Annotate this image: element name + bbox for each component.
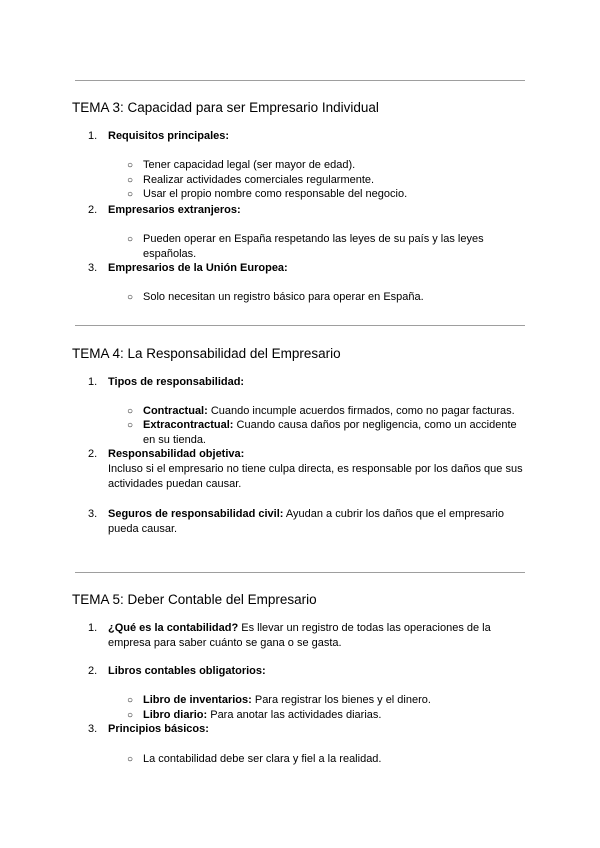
sub-text: Para registrar los bienes y el dinero. bbox=[251, 694, 431, 706]
item-number: 2. bbox=[88, 448, 98, 460]
tema3-item-requisitos: Requisitos principales: bbox=[108, 130, 230, 142]
bullet-icon: ○ bbox=[127, 292, 134, 303]
bullet-icon: ○ bbox=[127, 420, 134, 431]
tema3-sub-item: Tener capacidad legal (ser mayor de edad). bbox=[143, 159, 356, 171]
tema3-sub-item: Solo necesitan un registro básico para operar en España. bbox=[143, 291, 424, 303]
bullet-icon: ○ bbox=[127, 406, 134, 417]
item-label: ¿Qué es la contabilidad? bbox=[108, 622, 239, 634]
bullet-icon: ○ bbox=[127, 175, 134, 186]
tema3-item-ue: Empresarios de la Unión Europea: bbox=[108, 262, 288, 274]
bullet-icon: ○ bbox=[127, 754, 134, 765]
tema5-item-principios: Principios básicos: bbox=[108, 723, 209, 735]
tema5-item-contabilidad bbox=[108, 621, 508, 651]
item-label: Responsabilidad objetiva: bbox=[108, 448, 245, 460]
bullet-icon: ○ bbox=[127, 160, 134, 171]
sub-text: Cuando incumple acuerdos firmados, como no pagar facturas. bbox=[207, 405, 515, 417]
sub-label: Contractual: bbox=[143, 405, 208, 417]
tema4-sub-extracontractual bbox=[143, 418, 528, 448]
item-number: 1. bbox=[88, 376, 98, 388]
tema4-sub-contractual bbox=[143, 404, 533, 419]
item-number: 2. bbox=[88, 665, 98, 677]
tema5-heading: TEMA 5: Deber Contable del Empresario bbox=[72, 592, 317, 607]
divider bbox=[75, 325, 525, 326]
tema4-heading: TEMA 4: La Responsabilidad del Empresario bbox=[72, 346, 341, 361]
item-label: Seguros de responsabilidad civil: bbox=[108, 508, 284, 520]
tema5-sub-item: La contabilidad debe ser clara y fiel a la realidad. bbox=[143, 753, 382, 765]
item-number: 3. bbox=[88, 262, 98, 274]
item-number: 3. bbox=[88, 723, 98, 735]
tema4-item-objetiva bbox=[108, 447, 533, 462]
tema3-item-extranjeros: Empresarios extranjeros: bbox=[108, 204, 241, 216]
sub-label: Libro de inventarios: bbox=[143, 694, 252, 706]
item-number: 1. bbox=[88, 622, 98, 634]
divider bbox=[75, 80, 525, 81]
tema3-sub-item: Realizar actividades comerciales regularmente. bbox=[143, 174, 375, 186]
tema4-item-tipos: Tipos de responsabilidad: bbox=[108, 376, 245, 388]
bullet-icon: ○ bbox=[127, 710, 134, 721]
bullet-icon: ○ bbox=[127, 234, 134, 245]
sub-text: Cuando causa daños por negligencia, como un accidente en su tienda. bbox=[143, 419, 517, 446]
tema5-sub-inventarios bbox=[143, 693, 533, 708]
item-text: Es llevar un registro de todas las operaciones de la empresa para saber cuánto se gana o se gasta. bbox=[108, 622, 491, 649]
sub-label: Extracontractual: bbox=[143, 419, 234, 431]
tema4-item-seguros bbox=[108, 507, 518, 537]
sub-label: Libro diario: bbox=[143, 709, 208, 721]
item-number: 3. bbox=[88, 508, 98, 520]
tema4-item-objetiva-text: Incluso si el empresario no tiene culpa directa, es responsable por los daños que sus actividades puedan causar. bbox=[108, 463, 523, 490]
bullet-icon: ○ bbox=[127, 695, 134, 706]
item-text: Ayudan a cubrir los daños que el empresario pueda causar. bbox=[108, 508, 504, 535]
item-number: 1. bbox=[88, 130, 98, 142]
tema3-sub-item: Usar el propio nombre como responsable del negocio. bbox=[143, 188, 408, 200]
item-number: 2. bbox=[88, 204, 98, 216]
bullet-icon: ○ bbox=[127, 189, 134, 200]
sub-text: Para anotar las actividades diarias. bbox=[207, 709, 382, 721]
tema5-item-libros: Libros contables obligatorios: bbox=[108, 665, 266, 677]
tema3-heading: TEMA 3: Capacidad para ser Empresario Individual bbox=[72, 100, 379, 115]
divider bbox=[75, 572, 525, 573]
tema3-sub-item: Pueden operar en España respetando las leyes de su país y las leyes españolas. bbox=[143, 233, 484, 260]
tema5-sub-diario bbox=[143, 708, 533, 723]
